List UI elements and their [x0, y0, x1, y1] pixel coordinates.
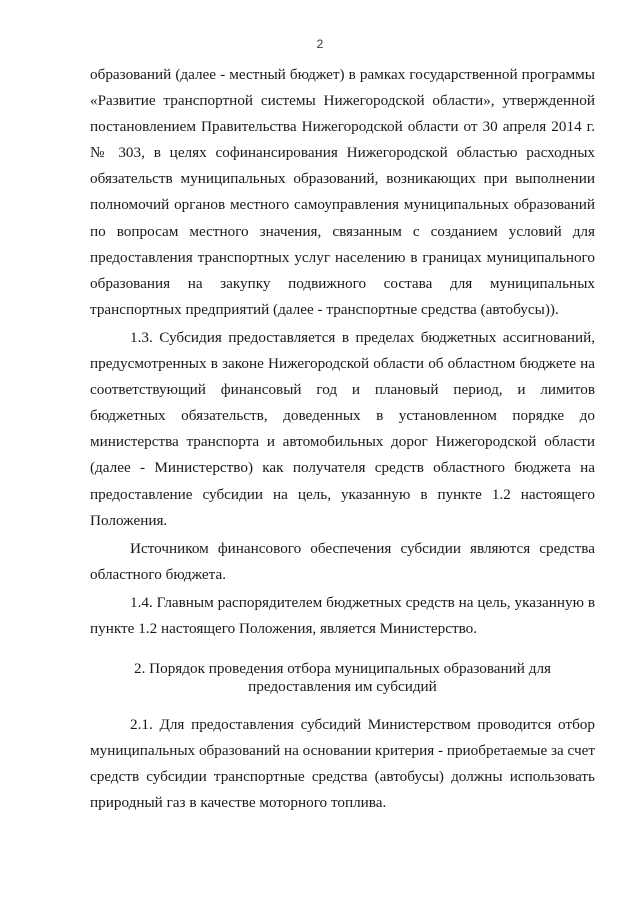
paragraph-funding-source: Источником финансового обеспечения субсидии являются средства областного бюджета. [90, 539, 595, 583]
page-number: 2 [316, 37, 324, 51]
paragraph-1-4: 1.4. Главным распорядителем бюджетных средств на цель, указанную в пункте 1.2 настоящего Положения, является Министерство. [90, 593, 595, 637]
section-heading: 2. Порядок проведения отбора муниципальных образований для предоставления им субсидий [133, 660, 552, 696]
document-body [90, 62, 595, 816]
paragraph-continuation: образований (далее - местный бюджет) в рамках государственной программы «Развитие транспортной системы Нижегородской области», утвержденной постановлением Правительства Нижегородской области от 30 апреля 2014 г. № 303, в целях софинансирования Нижегородской областью расходных обязательств муниципальных образований, возникающих при выполнении полномочий органов местного самоуправления муниципальных образований по вопросам местного значения, связанным с созданием условий для предоставления транспортных услуг населению в границах муниципального образования на закупку подвижного состава для муниципальных транспортных предприятий (далее - транспортные средства (автобусы)). [90, 66, 595, 318]
paragraph-1-3: 1.3. Субсидия предоставляется в пределах бюджетных ассигнований, предусмотренных в законе Нижегородской области об областном бюджете на соответствующий финансовый год и плановый период, и лимитов бюджетных обязательств, доведенных в установленном порядке до министерства транспорта и автомобильных дорог Нижегородской области (далее - Министерство) как получателя средств областного бюджета на предоставление субсидии на цель, указанную в пункте 1.2 настоящего Положения. [90, 328, 595, 529]
paragraph-2-1: 2.1. Для предоставления субсидий Министерством проводится отбор муниципальных образований на основании критерия - приобретаемые за счет средств субсидии транспортные средства (автобусы) должны использовать природный газ в качестве моторного топлива. [90, 716, 595, 812]
